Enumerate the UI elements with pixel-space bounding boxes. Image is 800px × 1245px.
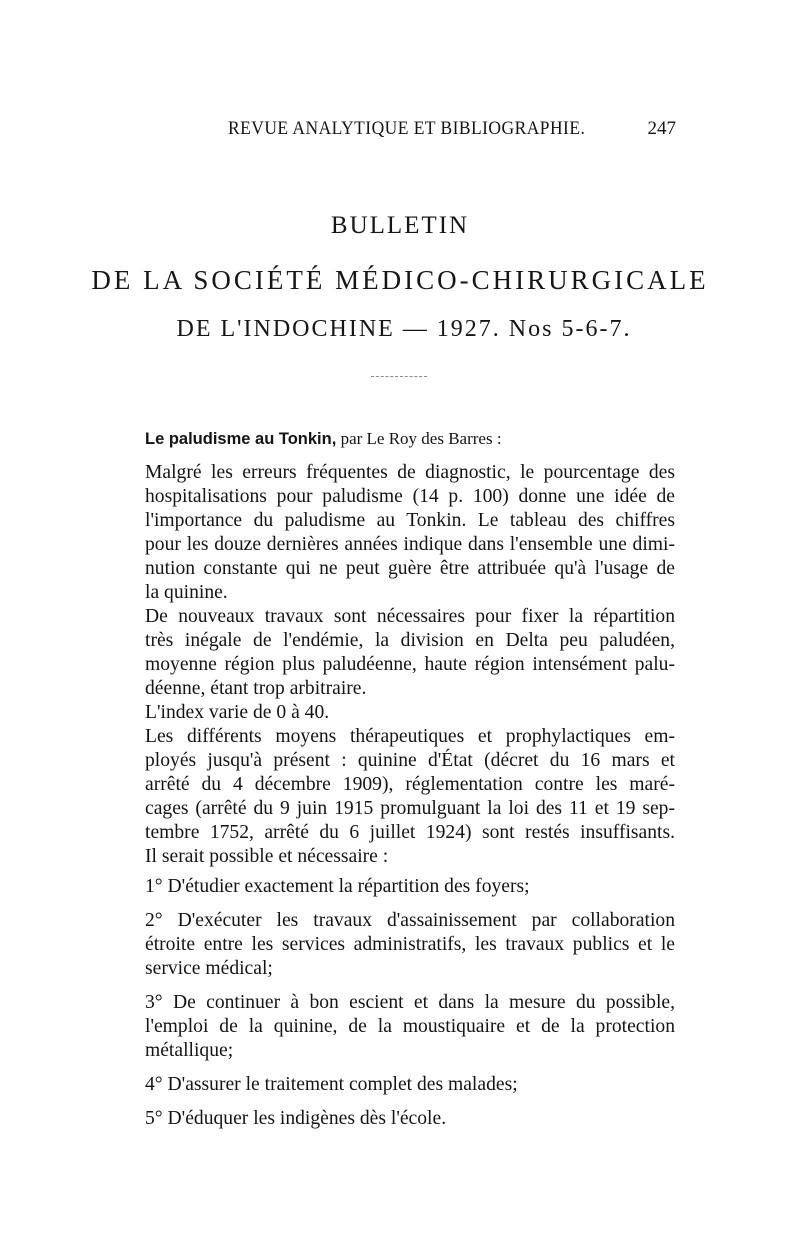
text-line: L'index varie de 0 à 40.: [145, 702, 330, 723]
text-line: l'importance du paludisme au Tonkin. Le tableau des chiffres: [145, 510, 675, 531]
bulletin-title: BULLETIN: [330, 212, 470, 239]
list-item: 1° D'étudier exactement la répartition des foyers;: [145, 876, 530, 897]
issue-title: DE L'INDOCHINE — 1927. Nos 5-6-7.: [176, 316, 632, 342]
text-line: service médical;: [145, 958, 273, 979]
text-line: Il serait possible et nécessaire :: [145, 846, 389, 867]
text-line: arrêté du 4 décembre 1909), réglementation contre les maré-: [145, 774, 675, 795]
text-line: pour les douze dernières années indique dans l'ensemble une dimi-: [145, 534, 675, 555]
list-item: 5° D'éduquer les indigènes dès l'école.: [145, 1108, 447, 1129]
text-line: Les différents moyens thérapeutiques et prophylactiques em-: [145, 726, 675, 747]
text-line: Malgré les erreurs fréquentes de diagnostic, le pourcentage des: [145, 462, 675, 483]
list-item: 3° De continuer à bon escient et dans la mesure du possible,: [145, 992, 675, 1013]
text-line: ployés jusqu'à présent : quinine d'État (décret du 16 mars et: [145, 750, 675, 771]
text-line: étroite entre les services administratifs, les travaux publics et le: [145, 934, 675, 955]
text-line: déenne, étant trop arbitraire.: [145, 678, 367, 699]
list-item: 4° D'assurer le traitement complet des malades;: [145, 1074, 518, 1095]
text-line: métallique;: [145, 1040, 234, 1061]
list-item: 2° D'exécuter les travaux d'assainissement par collaboration: [145, 910, 675, 931]
page-number: 247: [647, 118, 676, 139]
article-heading-title: Le paludisme au Tonkin,: [145, 430, 337, 448]
text-line: cages (arrêté du 9 juin 1915 promulguant la loi des 11 et 19 sep-: [145, 798, 675, 819]
running-head: [228, 118, 676, 146]
text-line: hospitalisations pour paludisme (14 p. 100) donne une idée de: [145, 486, 675, 507]
text-line: nution constante qui ne peut guère être attribuée qu'à l'usage de: [145, 558, 675, 579]
text-line: tembre 1752, arrêté du 6 juillet 1924) sont restés insuffisants.: [145, 822, 675, 843]
text-line: très inégale de l'endémie, la division en Delta peu paludéen,: [145, 630, 675, 651]
section-divider: [371, 376, 427, 377]
text-line: la quinine.: [145, 582, 228, 603]
running-title: REVUE ANALYTIQUE ET BIBLIOGRAPHIE.: [228, 118, 586, 139]
text-line: moyenne région plus paludéenne, haute région intensément palu-: [145, 654, 675, 675]
article-heading-author: par Le Roy des Barres :: [336, 429, 502, 448]
text-line: De nouveaux travaux sont nécessaires pour fixer la répartition: [145, 606, 675, 627]
text-line: l'emploi de la quinine, de la moustiquaire et de la protection: [145, 1016, 675, 1037]
society-title: DE LA SOCIÉTÉ MÉDICO-CHIRURGICALE: [91, 265, 709, 295]
article-heading: [145, 429, 675, 449]
